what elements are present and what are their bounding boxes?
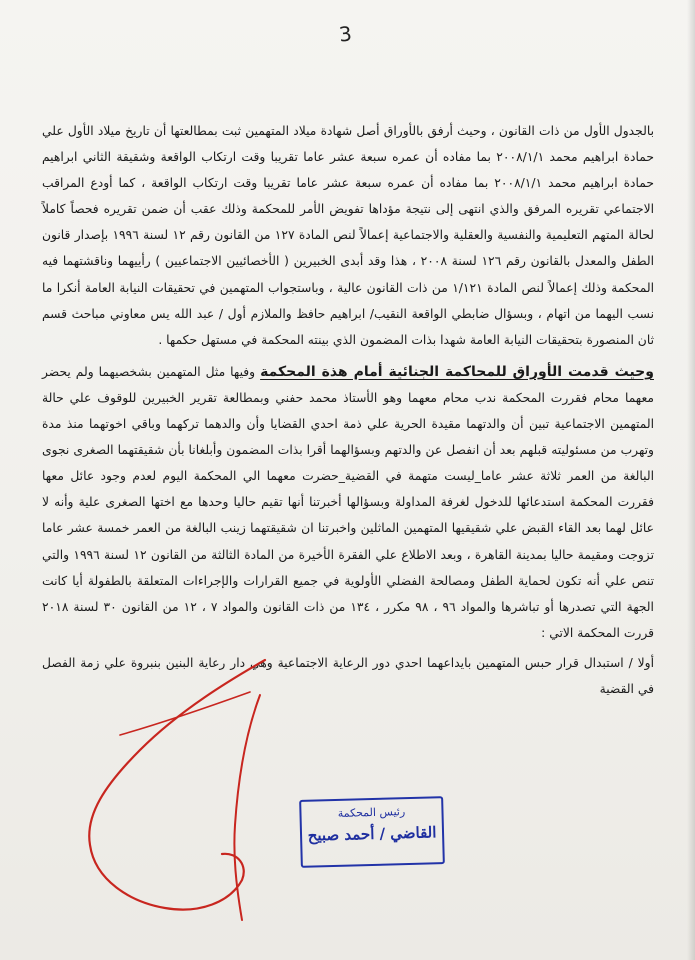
paragraph-2 [42, 359, 654, 646]
court-heading: وحيث قدمت الأوراق للمحاكمة الجنائية أمام هذة المحكمة [260, 363, 654, 380]
red-signature [60, 640, 300, 940]
paragraph-3: أولا / استبدال قرار حبس المتهمين بايداعهما احدي دور الرعاية الاجتماعية وهي دار رعاية البنين بنبروة علي زمة الفصل في القضية [42, 655, 654, 696]
judgment-body [42, 118, 654, 702]
page-edge-shadow [687, 0, 695, 960]
paragraph-1: بالجدول الأول من ذات القانون ، وحيث أرفق بالأوراق أصل شهادة ميلاد المتهمين ثبت بمطالعتها أن تاريخ ميلاد الأول علي حمادة ابراهيم محمد ٢٠٠٨/١/١ بما مفاده أن عمره سبعة عشر عاما تقريبا وقت ارتكاب الواقعة وشقيقة الثاني ابراهيم حمادة ابراهيم محمد ٢٠٠٨/١/١ بما مفاده أن عمره سبعة عشر عاما تقريبا وقت ارتكاب الواقعة ، كما أودع المراقب الاجتماعي تقريره المرفق والذي انتهى إلى نتيجة مؤداها تفويض الأمر للمحكمة وذلك عقب أن ضمن تقريره فحصاً كاملاً لحالة المتهم التعليمية والنفسية والعقلية والاجتماعية إعمالاً لنص المادة ١٢٧ من القانون رقم ١٢ لسنة ١٩٩٦ بإصدار قانون الطفل والمعدل بالقانون رقم ١٢٦ لسنة ٢٠٠٨ ، هذا وقد أبدى الخبيرين ( الأخصائيين الاجتماعيين ) رأييهما وناقشتهما فيه المحكمة وذلك إعمالاً لنص المادة ١/١٢١ من ذات القانون عالية ، وباستجواب المتهمين في تحقيقات النيابة العامة أنكرا ما نسب اليهما من اتهام ، وبسؤال ضابطي الواقعة النقيب/ ابراهيم حافظ والملازم أول / عبد الله يس معاوني مباحث قسم ثان المنصورة بتحقيقات النيابة العامة شهدا بذات المضمون الذي بينته المحكمة في مستهل حكمها . [42, 124, 654, 347]
court-stamp [299, 796, 445, 868]
stamp-name: القاضي / أحمد صبيح [307, 823, 437, 845]
paragraph-2-text: وفيها مثل المتهمين بشخصيهما ولم يحضر معهما محام فقررت المحكمة ندب محام معهما وهو الأستاذ محمد حفني وبمطالعة تقرير الخبيرين للوقوف علي حالة المتهمين الاجتماعية تبين أن والدتهما مقيدة الحرية علي ذمة احدي القضايا وأن والدهما تركهما وباقي اخوتهما منذ مدة وتهرب من مسئوليته قبلهم بعد أن انفصل عن والدتهم وبسؤالهما أقرا بذات المضمون وأبلغانا بأن شقيقتهما الصغرى نجوى البالغة من العمر ثلاثة عشر عاما_ليست متهمة في القضية_حضرت معهما الي المحكمة اليوم لعدم وجود عائل معها فقررت المحكمة استدعائها للدخول لغرفة المداولة وبسؤالها أخبرتنا أنها تقيم حاليا وحدها مع اختها الصغرى علية وأنه لا عائل لهما بعد القاء القبض علي شقيقيها المتهمين الماثلين واخبرتنا ان شقيقتهما زينب البالغة من العمر خمسة عشر عاما تزوجت ومقيمة حاليا بمدينة القاهرة ، وبعد الاطلاع علي الفقرة الأخيرة من المادة الثالثة من القانون ١٢ لسنة ١٩٩٦ والتي تنص علي أنه تكون لحماية الطفل ومصالحة الفضلي الأولوية في جميع القرارات والإجراءات المتعلقة بالطفولة أيا كانت الجهة التي تصدرها أو تباشرها والمواد ٩٦ ، ٩٨ مكرر ، ١٣٤ من ذات القانون والمواد ٧ ، ١٢ من القانون ٣٠ لسنة ٢٠١٨ قررت المحكمة الاتي : [42, 364, 654, 640]
page-number: 3 [337, 21, 353, 47]
stamp-title: رئيس المحكمة [337, 805, 406, 820]
